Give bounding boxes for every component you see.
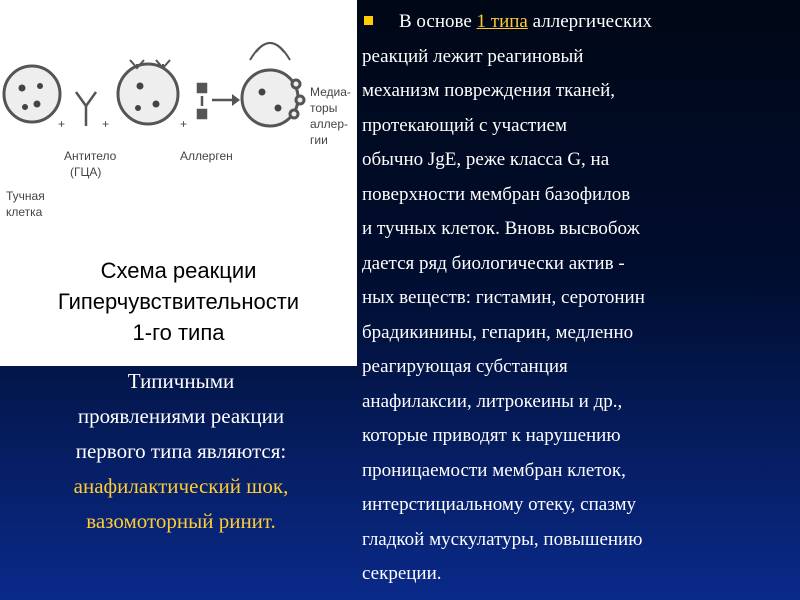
text-line: секреции.	[362, 563, 442, 584]
plus-sign-1: +	[58, 117, 66, 131]
allergen-glyph	[198, 84, 206, 118]
antibody-glyph	[76, 92, 96, 126]
mast-cell-degranulating	[242, 43, 304, 126]
note-line-highlight: вазомоторный ринит.	[86, 509, 276, 533]
figure-caption	[0, 255, 357, 348]
bullet-square-icon	[364, 16, 373, 25]
text-fragment: В основе	[399, 11, 477, 32]
mediators-label-1: Медиа-	[310, 85, 351, 99]
text-line: интерстициальному отеку, спазму	[362, 494, 636, 515]
allergen-label: Аллерген	[180, 149, 233, 163]
text-line: гладкой мускулатуры, повышению	[362, 528, 643, 550]
text-line: протекающий с участием	[362, 114, 567, 136]
antibody-label-2: (ГЦА)	[70, 165, 102, 179]
text-line: которые приводят к нарушению	[362, 425, 621, 446]
mast-cell-label-2: клетка	[6, 205, 43, 219]
antibody-label-1: Антитело	[64, 149, 117, 163]
note-line: проявлениями реакции	[77, 404, 285, 428]
figure-caption-line: Гиперчувствительности	[57, 289, 300, 314]
text-line: реакций лежит реагиновый	[362, 45, 584, 67]
bullet-first-line	[362, 5, 798, 40]
text-fragment: аллергических	[527, 11, 652, 32]
text-line: обычно JgE, реже класса G, на	[362, 149, 610, 170]
mediators-label-2: торы	[310, 101, 338, 115]
figure-caption-line: Схема реакции	[100, 258, 257, 283]
mechanism-description	[362, 5, 798, 592]
text-line: реагирующая субстанция	[362, 356, 568, 377]
text-line: поверхности мембран базофилов	[362, 183, 631, 205]
text-line: проницаемости мембран клеток,	[362, 459, 626, 481]
note-line: Типичными	[127, 369, 235, 393]
note-line-highlight: анафилактический шок,	[73, 474, 289, 498]
mediators-label-4: гии	[310, 133, 328, 147]
text-line: механизм повреждения тканей,	[362, 80, 616, 101]
figure-caption-line: 1-го типа	[132, 320, 225, 345]
plus-sign-3: +	[180, 117, 188, 131]
mast-cell-2	[118, 60, 178, 124]
plus-sign-2: +	[102, 117, 110, 131]
text-line: дается ряд биологически актив -	[362, 252, 625, 274]
typical-manifestations-text	[18, 364, 344, 539]
note-line: первого типа являются:	[75, 439, 287, 463]
text-line: и тучных клеток. Вновь высвобож	[362, 218, 640, 239]
figure-panel	[0, 0, 357, 366]
text-line: ных веществ: гистамин, серотонин	[362, 287, 645, 308]
type-1-emphasis: 1 типа	[476, 11, 528, 32]
reaction-arrow	[212, 94, 240, 106]
mast-cell-label-1: Тучная	[6, 189, 45, 203]
text-line: анафилаксии, литрокеины и др.,	[362, 390, 623, 412]
mediators-label-3: аллер-	[310, 117, 349, 131]
mast-cell-1	[4, 66, 60, 122]
text-line: брадикинины, гепарин, медленно	[362, 321, 634, 343]
